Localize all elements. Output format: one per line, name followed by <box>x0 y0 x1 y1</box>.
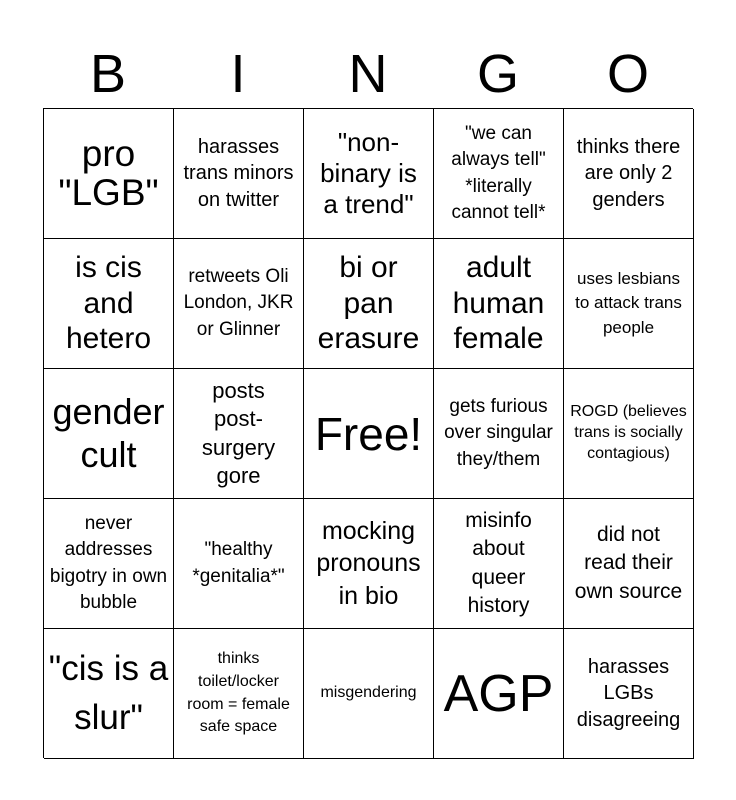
cell-text: harasses LGBs disagreeing <box>576 655 681 731</box>
bingo-cell[interactable] <box>44 239 174 369</box>
bingo-cell[interactable] <box>434 239 564 369</box>
bingo-cell[interactable] <box>564 109 694 239</box>
cell-text: "we can always tell" *literally cannot tell* <box>451 123 546 223</box>
free-space-text: Free! <box>314 407 423 460</box>
bingo-cell[interactable] <box>564 629 694 759</box>
bingo-cell[interactable] <box>304 499 434 629</box>
cell-text: mocking pronouns in bio <box>316 516 421 610</box>
bingo-board <box>43 108 693 758</box>
cell-text: posts post-surgery gore <box>201 378 276 488</box>
bingo-cell[interactable] <box>174 499 304 629</box>
header-letter-i: I <box>230 44 246 104</box>
bingo-cell[interactable] <box>434 109 564 239</box>
bingo-cell[interactable] <box>44 109 174 239</box>
cell-text: adult human female <box>452 251 545 356</box>
cell-text: retweets Oli London, JKR or Glinner <box>183 266 294 340</box>
cell-text: AGP <box>443 664 554 723</box>
bingo-cell[interactable] <box>174 109 304 239</box>
cell-text: misgendering <box>320 684 417 702</box>
cell-text: did not read their own source <box>574 522 683 603</box>
header-letter-g: G <box>476 44 519 104</box>
cell-text: ROGD (believes trans is socially contagious) <box>570 403 687 462</box>
bingo-cell[interactable] <box>174 239 304 369</box>
cell-text: "cis is a slur" <box>48 649 169 737</box>
cell-text: harasses trans minors on twitter <box>183 135 294 211</box>
cell-text: "non-binary is a trend" <box>320 126 417 220</box>
cell-text: gets furious over singular they/them <box>444 396 553 470</box>
cell-text: misinfo about queer history <box>465 508 532 617</box>
bingo-header <box>43 40 693 108</box>
bingo-cell[interactable] <box>304 239 434 369</box>
bingo-cell[interactable] <box>174 629 304 759</box>
bingo-cell[interactable] <box>434 369 564 499</box>
bingo-cell[interactable] <box>44 629 174 759</box>
bingo-cell[interactable] <box>304 109 434 239</box>
cell-text: gender cult <box>52 391 165 475</box>
bingo-cell[interactable] <box>44 369 174 499</box>
cell-text: thinks there are only 2 genders <box>576 135 681 211</box>
header-letter-n: N <box>348 44 388 104</box>
cell-text: pro "LGB" <box>58 132 159 213</box>
header-letter-o: O <box>606 44 649 104</box>
bingo-cell[interactable] <box>434 499 564 629</box>
bingo-cell[interactable] <box>434 629 564 759</box>
cell-text: uses lesbians to attack trans people <box>575 269 682 337</box>
cell-text: thinks toilet/locker room = female safe space <box>187 650 290 736</box>
bingo-cell free-cell[interactable] <box>304 369 434 499</box>
bingo-cell[interactable] <box>44 499 174 629</box>
bingo-cell[interactable] <box>304 629 434 759</box>
cell-text: "healthy *genitalia*" <box>192 539 285 587</box>
bingo-cell[interactable] <box>564 499 694 629</box>
cell-text: is cis and hetero <box>65 251 152 356</box>
cell-text: never addresses bigotry in own bubble <box>49 513 168 613</box>
header-letter-b: B <box>89 44 127 104</box>
bingo-cell[interactable] <box>174 369 304 499</box>
cell-text: bi or pan erasure <box>317 251 420 356</box>
bingo-cell[interactable] <box>564 239 694 369</box>
bingo-cell[interactable] <box>564 369 694 499</box>
